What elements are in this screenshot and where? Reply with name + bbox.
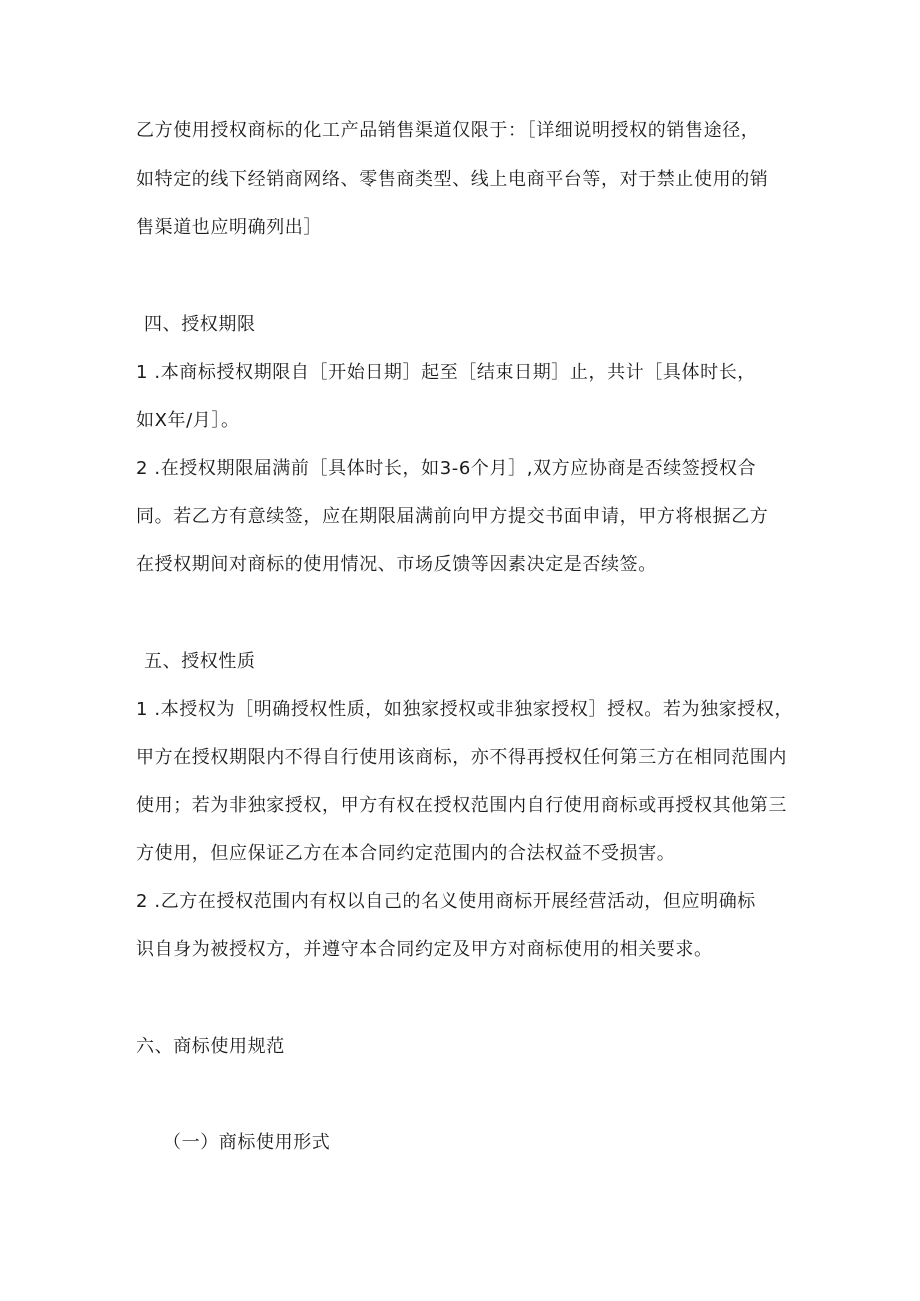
paragraph-line: 1 .本授权为［明确授权性质，如独家授权或非独家授权］授权。若为独家授权， [136,699,794,720]
paragraph-line: 同。若乙方有意续签，应在期限届满前向甲方提交书面申请，甲方将根据乙方 [136,506,769,527]
paragraph-line: 乙方使用授权商标的化工产品销售渠道仅限于：［详细说明授权的销售途径， [136,120,760,141]
subsection-heading: （一）商标使用形式 [163,1132,331,1153]
paragraph-line: 2 .乙方在授权范围内有权以自己的名义使用商标开展经营活动，但应明确标 [136,891,756,912]
paragraph-line: 在授权期间对商标的使用情况、市场反馈等因素决定是否续签。 [136,554,657,575]
section-heading-4: 四、授权期限 [144,314,256,335]
paragraph-line: 如X年/月］。 [136,410,240,431]
paragraph-line: 识自身为被授权方，并遵守本合同约定及甲方对商标使用的相关要求。 [136,939,713,960]
paragraph-line: 2 .在授权期限届满前［具体时长，如3-6个月］,双方应协商是否续签授权合 [136,458,757,479]
paragraph-line: 1 .本商标授权期限自［开始日期］起至［结束日期］止，共计［具体时长， [136,362,756,383]
paragraph-line: 如特定的线下经销商网络、零售商类型、线上电商平台等，对于禁止使用的销 [136,169,769,190]
paragraph-line: 方使用，但应保证乙方在本合同约定范围内的合法权益不受损害。 [136,843,676,864]
section-heading-6: 六、商标使用规范 [136,1036,285,1057]
section-heading-5: 五、授权性质 [144,651,256,672]
paragraph-line: 售渠道也应明确列出］ [136,217,322,238]
paragraph-line: 甲方在授权期限内不得自行使用该商标，亦不得再授权任何第三方在相同范围内 [136,747,787,768]
paragraph-line: 使用；若为非独家授权，甲方有权在授权范围内自行使用商标或再授权其他第三 [136,795,787,816]
